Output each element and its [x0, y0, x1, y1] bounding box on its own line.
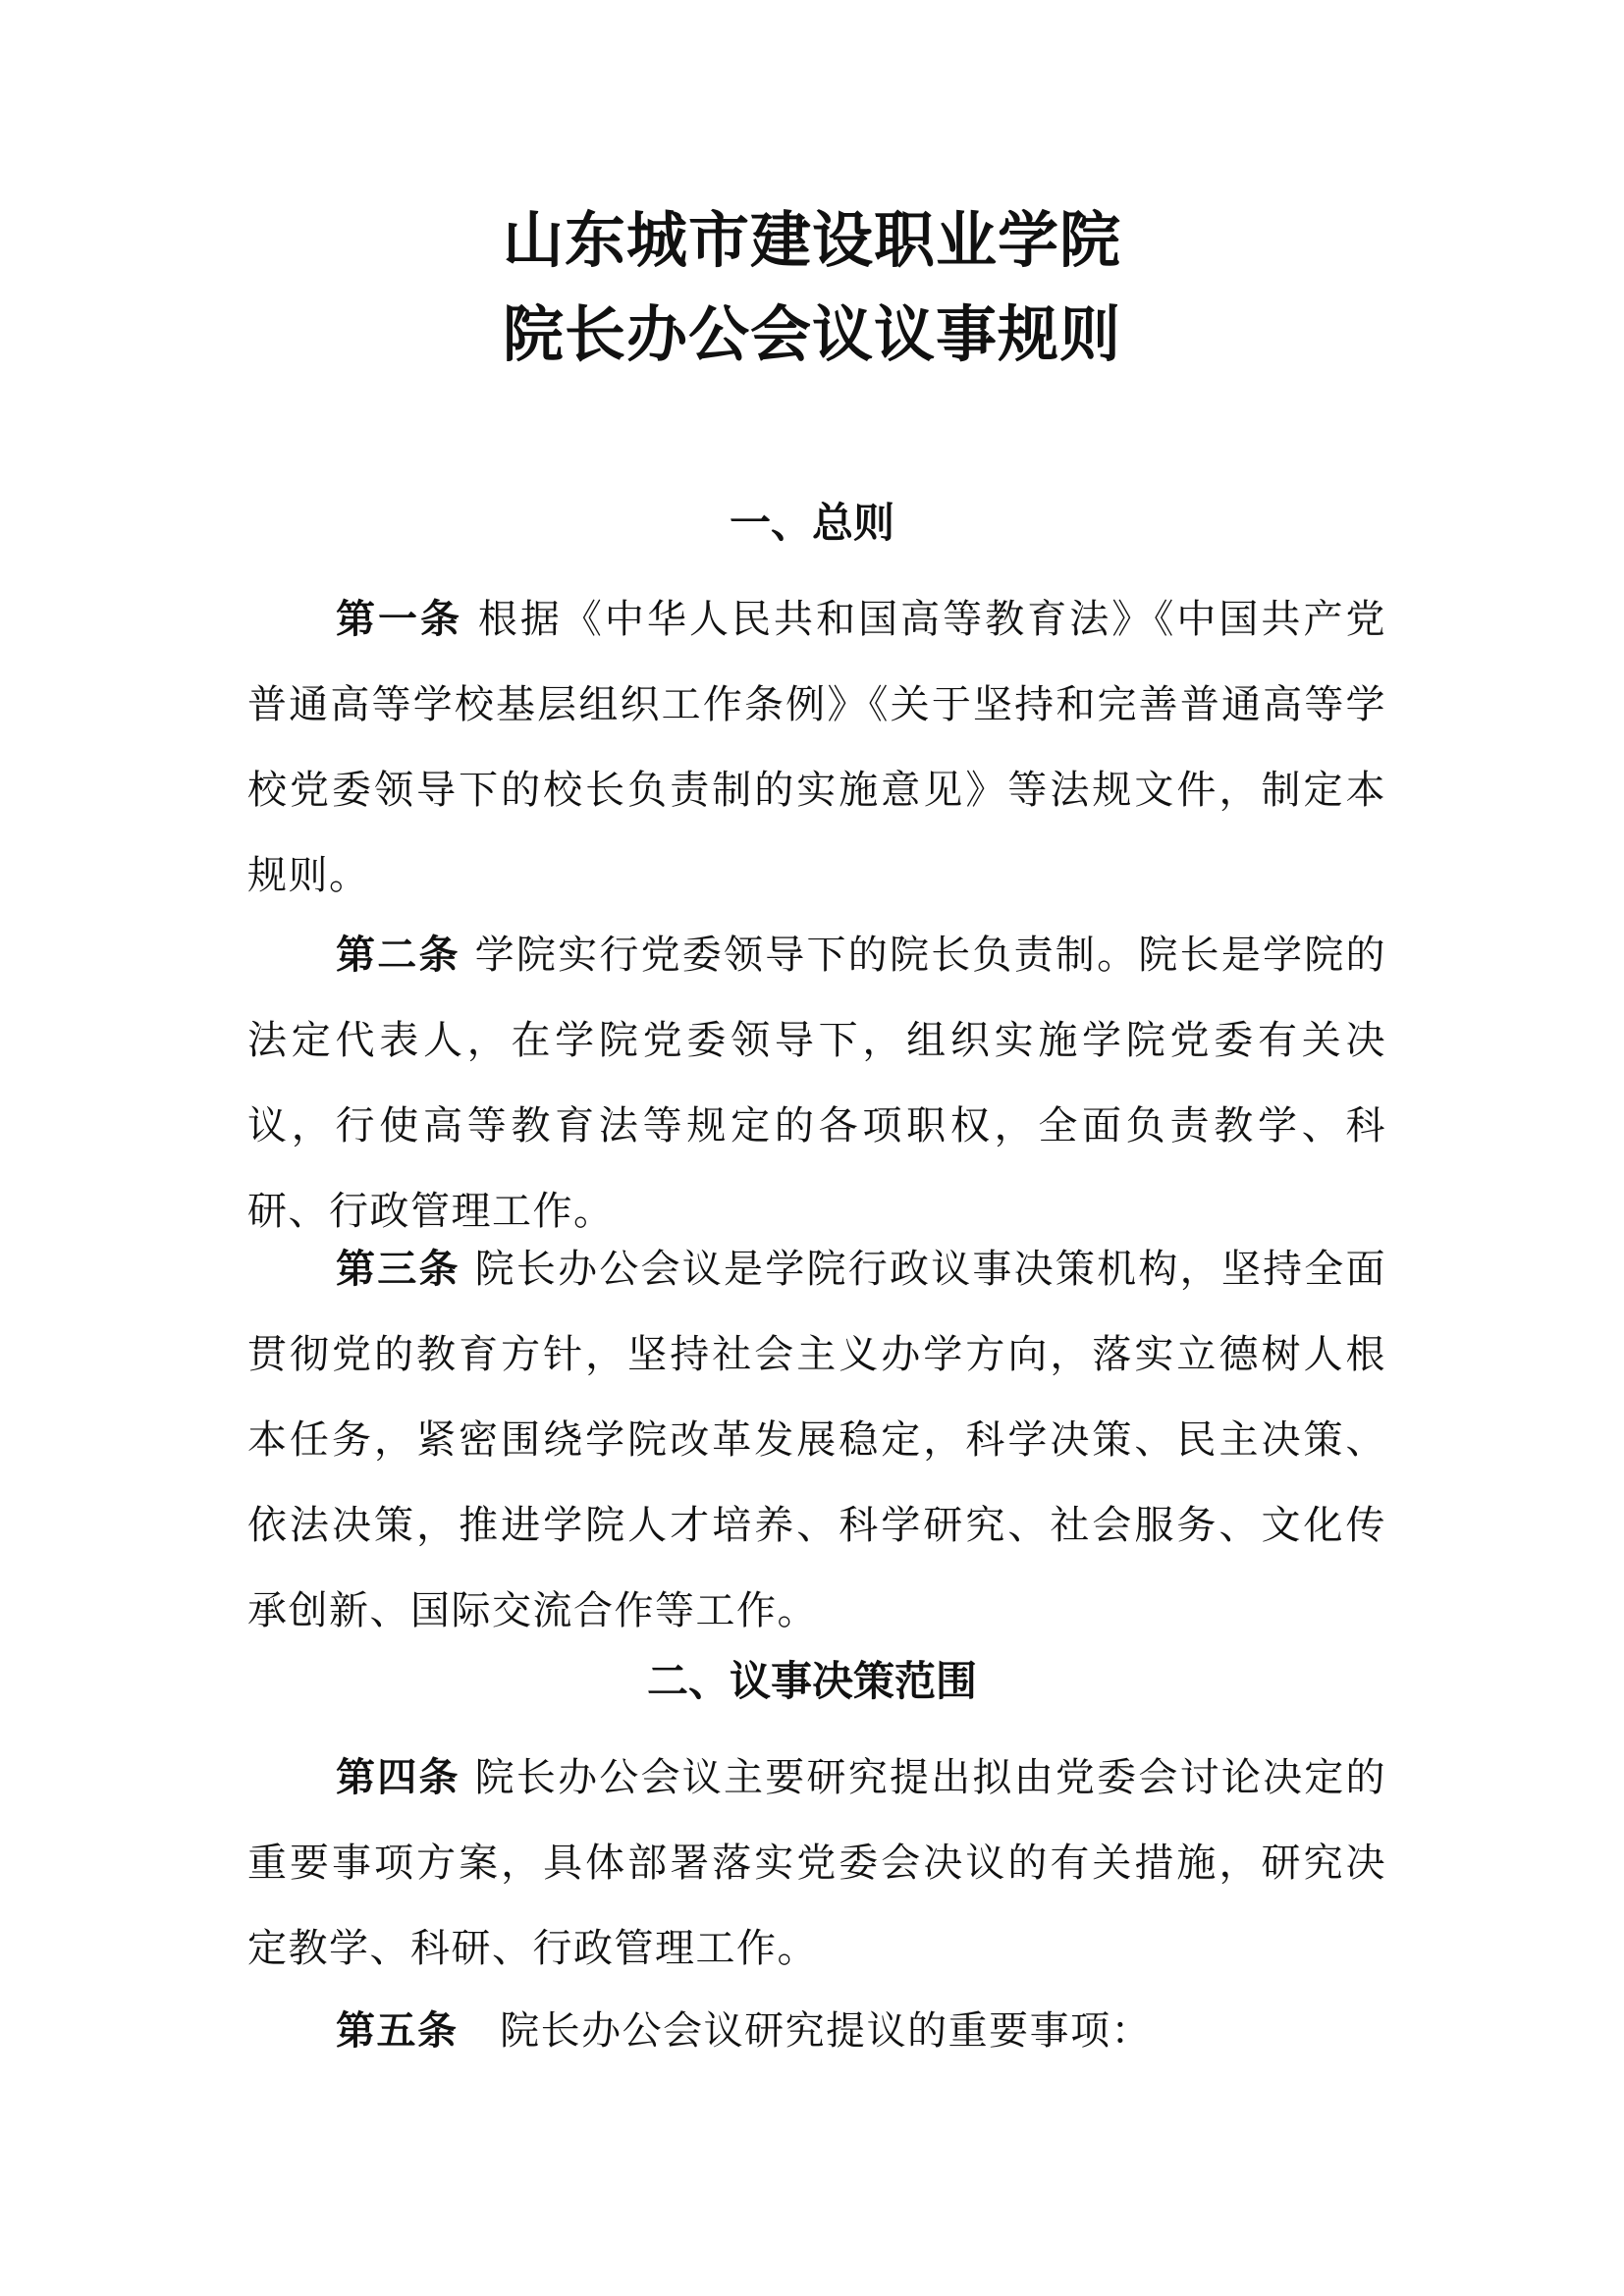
article-label: 第五条 — [336, 2008, 459, 2054]
article-4 — [247, 1735, 1386, 1992]
article-text: 学院实行党委领导下的院长负责制。院长是学院的法定代表人，在学院党委领导下，组织实施学院党委有关决议，行使高等教育法等规定的各项职权，全面负责教学、科研、行政管理工作。 — [247, 933, 1387, 1234]
article-label: 第四条 — [336, 1755, 460, 1800]
article-2 — [247, 913, 1386, 1255]
section-heading-general: 一、总则 — [729, 499, 894, 547]
article-1 — [247, 577, 1386, 919]
article-label: 第二条 — [336, 933, 460, 978]
article-text: 院长办公会议研究提议的重要事项： — [500, 2008, 1153, 2054]
article-3 — [247, 1227, 1386, 1654]
article-label: 第一条 — [336, 597, 463, 642]
article-text: 根据《中华人民共和国高等教育法》《中国共产党普通高等学校基层组织工作条例》《关于坚持和完善普通高等学校党委领导下的校长负责制的实施意见》等法规文件，制定本规则。 — [247, 597, 1386, 898]
document-title-line-1: 山东城市建设职业学院 — [502, 204, 1121, 276]
article-label: 第三条 — [336, 1247, 460, 1292]
document-title-line-2: 院长办公会议议事规则 — [502, 298, 1121, 370]
article-text: 院长办公会议是学院行政议事决策机构，坚持全面贯彻党的教育方针，坚持社会主义办学方向，落实立德树人根本任务，紧密围绕学院改革发展稳定，科学决策、民主决策、依法决策，推进学院人才培养、科学研究、社会服务、文化传承创新、国际交流合作等工作。 — [247, 1247, 1387, 1633]
article-text: 院长办公会议主要研究提出拟由党委会讨论决定的重要事项方案，具体部署落实党委会决议的有关措施，研究决定教学、科研、行政管理工作。 — [247, 1755, 1387, 1971]
article-5 — [247, 1989, 1386, 2074]
section-heading-scope: 二、议事决策范围 — [646, 1657, 977, 1705]
